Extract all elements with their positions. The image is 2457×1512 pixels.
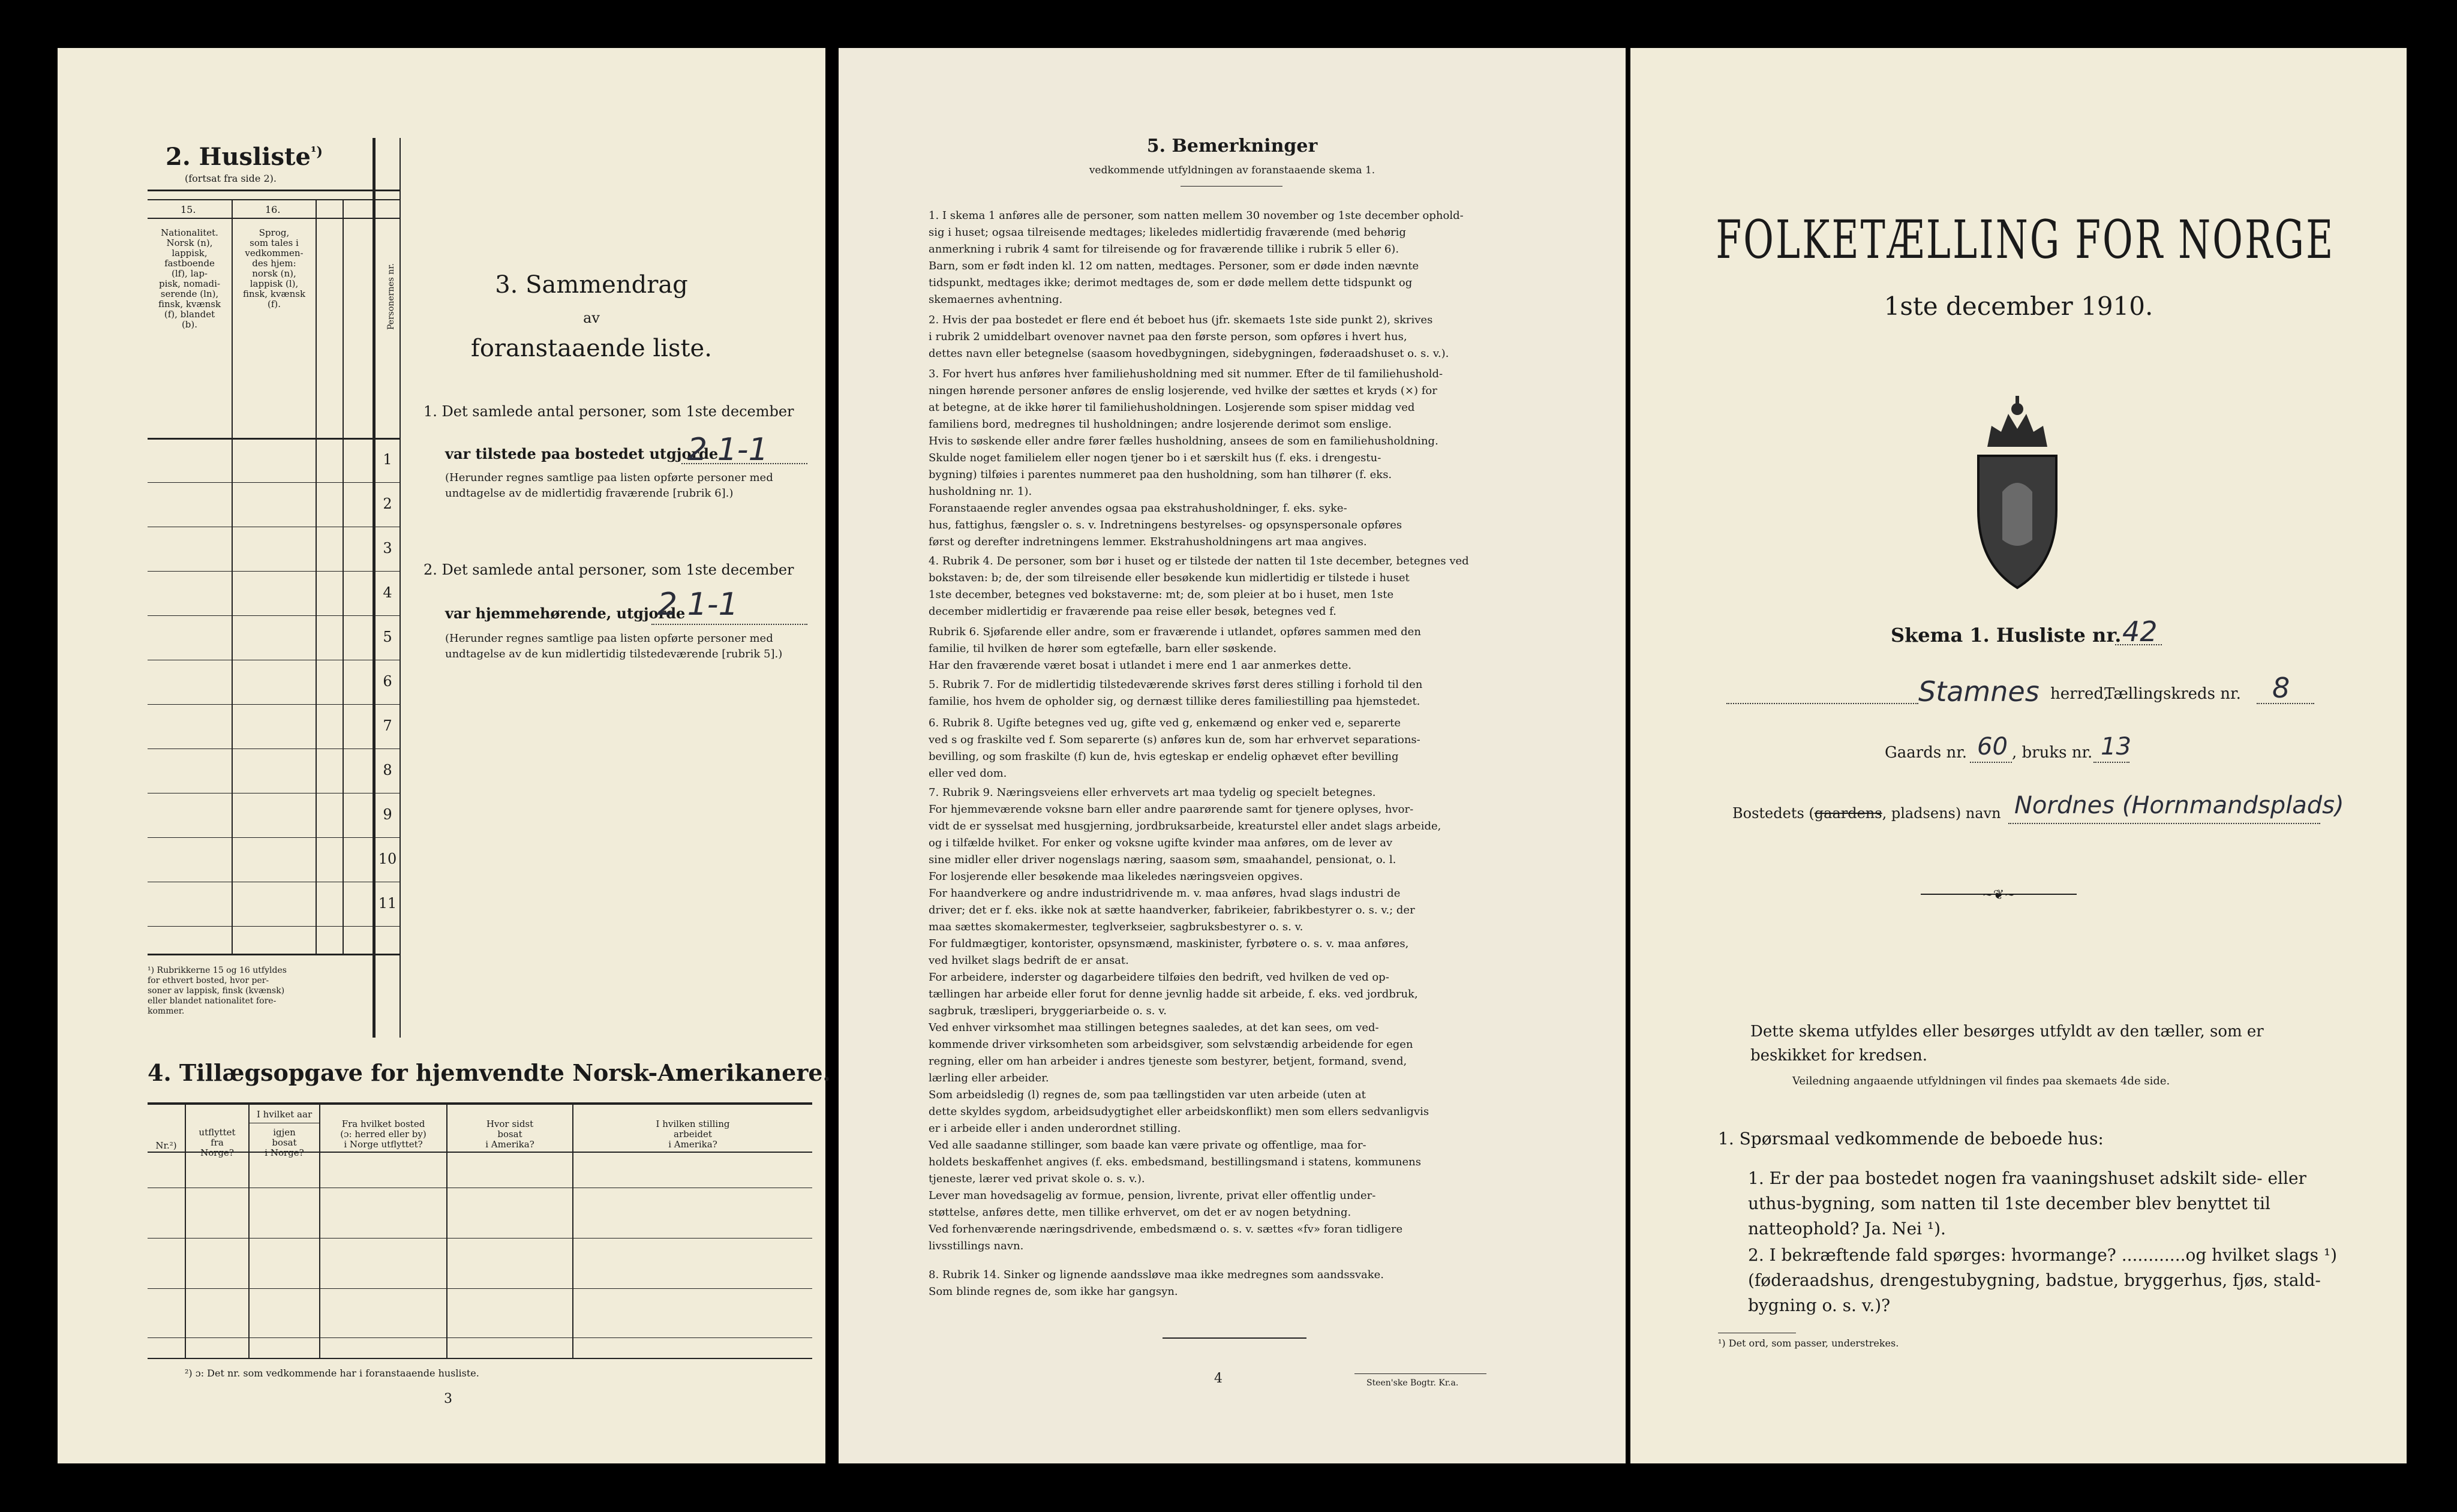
page-number-left: 3 — [444, 1391, 452, 1406]
bemerkning-6: 6. Rubrik 8. Ugifte betegnes ved ug, gifte ved g, enkemænd og enker ved e, separerte ved s og fraskilte ved f. Som separerte (s) anføres kun de, som har erhvervet separations- bevilling, og som fraskilte (f) kun de, hvis egteskap er endelig ophævet efter bevilling eller ved dom. — [929, 717, 1420, 780]
intro-text: Dette skema utfyldes eller besørges utfyldt av den tæller, som er beskikket for kredsen. — [1750, 1023, 2264, 1065]
bruks-value: 13 — [2101, 733, 2131, 760]
kreds-value: 8 — [2272, 672, 2290, 704]
husliste-row-rule — [148, 926, 401, 927]
main-title: FOLKETÆLLING FOR NORGE — [1716, 209, 2335, 270]
tillaeg-footnote: ²) ɔ: Det nr. som vedkommende har i foranstaaende husliste. — [185, 1367, 479, 1379]
herred-value: Stamnes — [1918, 675, 2040, 708]
husliste-row-rule — [148, 837, 401, 838]
husliste-row-rule — [148, 615, 401, 616]
col-bosted-header: Fra hvilket bosted (ɔ: herred eller by) i Norge utflyttet? — [340, 1119, 426, 1150]
item2-handwritten: 2 1-1 — [657, 587, 738, 623]
husliste-row-rule — [148, 571, 401, 572]
printer-mark: Steen'ske Bogtr. Kr.a. — [1366, 1378, 1459, 1388]
bosted-label: Bostedets (gaardens, pladsens) navn — [1732, 805, 2001, 822]
bemerkning-1: 1. I skema 1 anføres alle de personer, som natten mellem 30 november og 1ste december ophold- sig i huset; ogsaa tilreisende medtages; likeledes midlertidig fraværende (med behørig anmerkning i rubrik 4 samt for tilreisende og for fraværende tillike i rubrik 5 eller 6). Barn, som er født inden kl. 12 om natten, medtages. Personer, som er døde inden nævnte tidspunkt, medtages ikke; derimot medtages de, som er døde mellem dette tidspunkt og skemaernes avhentning. — [929, 209, 1464, 306]
husliste-title: 2. Husliste$^{^1)}$ — [166, 143, 323, 171]
husliste-nr-value: 42 — [2122, 615, 2158, 648]
item1-text: 1. Det samlede antal personer, som 1ste december — [423, 403, 794, 420]
husliste-row-number: 8 — [383, 762, 392, 778]
item2-label: var hjemmehørende, utgjorde — [445, 605, 686, 622]
ornament-divider: ~❦~ — [1982, 888, 2016, 903]
tillaeg-title: 4. Tillægsopgave for hjemvendte Norsk-Amerikanere. — [148, 1059, 831, 1086]
col-hvilket-aar-header: I hvilket aar — [256, 1109, 313, 1120]
bemerkning-rubrik-6: Rubrik 6. Sjøfarende eller andre, som er fraværende i utlandet, opføres sammen med den familie, til hvilken de hører som egtefælle, barn eller søskende. Har den fraværende været bosat i utlandet i mere end 1 aar anmerkes dette. — [929, 626, 1421, 672]
col-personernes-nr-header: Personernes nr. — [386, 263, 396, 330]
veiledning-text: Veiledning angaaende utfyldningen vil findes paa skemaets 4de side. — [1792, 1075, 2170, 1087]
bemerkninger-subtitle: vedkommende utfyldningen av foranstaaende skema 1. — [1089, 164, 1375, 176]
bruks-label: , bruks nr. — [2012, 744, 2093, 762]
col-nationalitet-header: Nationalitet. Norsk (n), lappisk, fastboende (lf), lap- pisk, nomadi- serende (ln), finsk, kvænsk (f), blandet (b). — [158, 227, 221, 330]
bemerkning-3: 3. For hvert hus anføres hver familiehusholdning med sit nummer. Efter de til familiehushold- ningen hørende personer anføres de enslig losjerende, ved hvilke der sættes et kryds (×) for at betegne, at de ikke hører til familiehusholdningen. Losjerende som spiser middag ved familiens bord, medregnes til husholdningen; andre losjerende derimot som enslige. Hvis to søskende eller andre fører fælles husholdning, ansees de som en familiehusholdning. Skulde noget familielem eller nogen tjener bo i et særskilt hus (f. eks. i drengestu- bygning) tilføies i parentes nummeret paa den husholdning, som han tilhører (f. eks. husholdning nr. 1). Foranstaaende regler anvendes ogsaa paa ekstrahusholdninger, f. eks. syke- hus, fattighus, fængsler o. s. v. Indretningens bestyrelses- og opsynspersonale opføres først og derefter indretningens lemmer. Ekstrahusholdningens art maa angives. — [929, 368, 1443, 548]
col-utflyttet-header: utflyttet fra Norge? — [199, 1127, 236, 1158]
husliste-row-number: 6 — [383, 673, 392, 690]
right-footnote: ¹) Det ord, som passer, understrekes. — [1718, 1337, 1899, 1349]
census-date: 1ste december 1910. — [1884, 291, 2153, 321]
col-nr-header: Nr.²) — [155, 1140, 177, 1151]
col-igjen-header: igjen bosat i Norge? — [265, 1127, 304, 1158]
item2-note: (Herunder regnes samtlige paa listen opførte personer med undtagelse av de kun midlertidig tilstedeværende [rubrik 5].) — [445, 632, 783, 660]
husliste-row-number: 2 — [383, 495, 392, 512]
page-number-middle: 4 — [1214, 1371, 1223, 1386]
bemerkning-8: 8. Rubrik 14. Sinker og lignende aandssløve maa ikke medregnes som aandssvake. Som blinde regnes de, som ikke har gangsyn. — [929, 1268, 1384, 1298]
page-right — [1630, 48, 2407, 1463]
gaards-label: Gaards nr. — [1885, 744, 1968, 762]
husliste-row-number: 3 — [383, 540, 392, 557]
husliste-subtitle: (fortsat fra side 2). — [185, 173, 277, 184]
husliste-row-number: 7 — [383, 717, 392, 734]
item1-note: (Herunder regnes samtlige paa listen opførte personer med undtagelse av de midlertidig fraværende [rubrik 6].) — [445, 471, 773, 500]
col-16-number: 16. — [265, 204, 281, 215]
bosted-value: Nordnes (Hornmandsplads) — [2014, 792, 2344, 819]
gaards-value: 60 — [1977, 733, 2008, 760]
skema-label: Skema 1. Husliste nr. — [1891, 624, 2122, 647]
col-sprog-header: Sprog, som tales i vedkommen- des hjem: norsk (n), lappisk (l), finsk, kvænsk (f). — [242, 227, 306, 309]
bemerkning-7: 7. Rubrik 9. Næringsveiens eller erhvervets art maa tydelig og specielt betegnes. For hjemmeværende voksne barn eller andre paarørende samt for tjenere oplyses, hvor- vidt de er sysselsat med husgjerning, jordbruksarbeide, kreaturstel eller andet slags arbeide, og i tilfælde hvilket. For enker og voksne ugifte kvinder maa anføres, om de lever av sine midler eller driver nogenslags næring, saasom søm, smaahandel, pensionat, o. l. For losjerende eller besøkende maa likeledes næringsveien opgives. For haandverkere og andre industridrivende m. v. maa anføres, hvad slags industri de driver; det er f. eks. ikke nok at sætte haandverker, fabrikeier, fabrikbestyrer o. s. v.; der maa sættes skomakermester, teglverkseier, sagbruksbestyrer o. s. v. For fuldmægtiger, kontorister, opsynsmænd, maskinister, fyrbøtere o. s. v. maa anføres, ved hvilket slags bedrift de er ansat. For arbeidere, inderster og dagarbeidere tilføies den bedrift, ved hvilken de ved op- tællingen har arbeide eller forut for denne jevnlig hadde sit arbeide, f. eks. ved jordbruk, sagbruk, træsliperi, bryggeriarbeide o. s. v. Ved enhver virksomhet maa stillingen betegnes saaledes, at det kan sees, om ved- kommende driver virksomheten som arbeidsgiver, som selvstændig arbeidende for egen regning, eller om han arbeider i andres tjeneste som bestyrer, betjent, formand, svend, lærling eller arbeider. Som arbeidsledig (l) regnes de, som paa tællingstiden var uten arbeide (uten at dette skyldes sygdom, arbeidsudygtighet eller arbeidskonflikt) men som ellers sedvanligvis er i arbeide eller i anden underordnet stilling. Ved alle saadanne stillinger, som baade kan være private og offentlige, maa for- holdets beskaffenhet angives (f. eks. embedsmand, bestillingsmand i statens, kommunens tjeneste, lærer ved privat skole o. s. v.). Lever man hovedsagelig av formue, pension, livrente, privat eller offentlig under- støttelse, anføres dette, men tillike erhvervet, om det er av nogen betydning. Ved forhenværende næringsdrivende, embedsmænd o. s. v. sættes «fv» foran tidligere livsstillings navn. — [929, 786, 1441, 1252]
bemerkning-2: 2. Hvis der paa bostedet er flere end ét beboet hus (jfr. skemaets 1ste side punkt 2), skrives i rubrik 2 umiddelbart ovenover navnet paa den første person, som opføres i hvert hus, dettes navn eller betegnelse (saasom hovedbygningen, sidebygningen, føderaadshuset o. s. v.). — [929, 314, 1449, 360]
sammendrag-subtitle: foranstaaende liste. — [471, 335, 712, 362]
questions-title: 1. Spørsmaal vedkommende de beboede hus: — [1718, 1129, 2104, 1149]
husliste-row-number: 4 — [383, 584, 392, 601]
husliste-row-rule — [148, 482, 401, 483]
sammendrag-title: 3. Sammendrag — [495, 271, 688, 299]
item2-text: 2. Det samlede antal personer, som 1ste december — [423, 561, 794, 578]
col-15-number: 15. — [181, 204, 196, 215]
bemerkning-4: 4. Rubrik 4. De personer, som bør i huset og er tilstede der natten til 1ste december, betegnes ved bokstaven: b; de, der som tilreisende eller besøkende kun midlertidig er tilstede i huset 1ste december, betegnes ved bokstaverne: mt; de, som pleier at bo i huset, men 1ste december midlertidig er fraværende paa reise eller besøk, betegnes ved f. — [929, 555, 1469, 618]
husliste-row-number: 5 — [383, 629, 392, 645]
page-middle — [839, 48, 1626, 1463]
kreds-label: Tællingskreds nr. — [2104, 685, 2241, 703]
husliste-row-rule — [148, 704, 401, 705]
herred-label: herred, — [2050, 685, 2109, 703]
col-stilling-header: I hvilken stilling arbeidet i Amerika? — [656, 1119, 730, 1150]
husliste-row-number: 9 — [383, 806, 392, 823]
question-1: 1. Er der paa bostedet nogen fra vaaningshuset adskilt side- eller uthus-bygning, som natten til 1ste december blev benyttet til natteophold? Ja. Nei ¹). — [1748, 1168, 2306, 1239]
item1-handwritten: 2 1-1 — [687, 432, 768, 468]
coat-of-arms-emblem — [1966, 390, 2068, 594]
husliste-row-number: 11 — [378, 895, 397, 912]
item1-label: var tilstede paa bostedet utgjorde — [445, 445, 719, 462]
husliste-footnote: ¹) Rubrikkerne 15 og 16 utfyldes for ethvert bosted, hvor per- soner av lappisk, finsk (kvænsk) eller blandet nationalitet fore- kommer. — [148, 966, 287, 1016]
husliste-row-number: 10 — [378, 850, 397, 867]
page-left — [58, 48, 831, 1463]
bemerkning-5: 5. Rubrik 7. For de midlertidig tilstedeværende skrives først deres stilling i forhold til den familie, hos hvem de opholder sig, og dernæst tillike deres familiestilling paa hjemstedet. — [929, 678, 1423, 708]
husliste-row-number: 1 — [383, 451, 392, 468]
col-sidst-header: Hvor sidst bosat i Amerika? — [485, 1119, 534, 1150]
sammendrag-av: av — [583, 309, 600, 326]
bemerkninger-title: 5. Bemerkninger — [1146, 136, 1318, 157]
question-2: 2. I bekræftende fald spørges: hvormange? ............og hvilket slags ¹) (føderaadshus, drengestubygning, badstue, bryggerhus, fjøs, stald- bygning o. s. v.)? — [1748, 1245, 2337, 1315]
